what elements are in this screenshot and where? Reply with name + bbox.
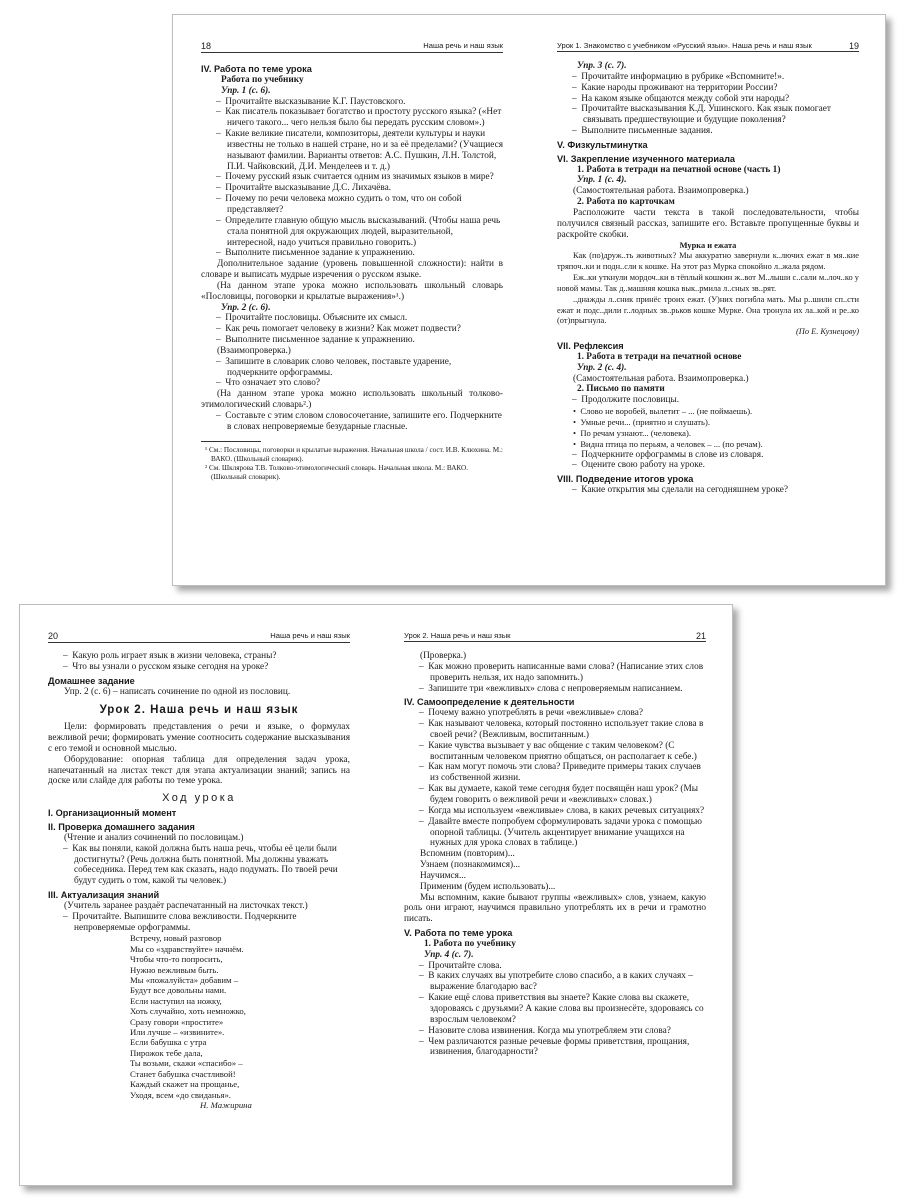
story-paragraph: Как (по)друж..ть животных? Мы аккуратно завернули к..лючих ежат в мя..кие тряпоч..ки и подн..сли к кошке. На этот раз Мурка спокойно л..жала рядом. [557,251,859,272]
dash-item: – Прочитайте пословицы. Объясните их смысл. [201,313,503,324]
paragraph: Мы вспомним, какие бывают группы «вежливых» слов, узнаем, какую роль они играют, научимся правильно употреблять их в речи и грамотно писать. [404,892,706,925]
section-heading: VII. Рефлексия [557,341,624,352]
dash-item: – Почему важно употреблять в речи «вежливые» слова? [404,708,706,719]
dash-item: – Как речь помогает человеку в жизни? Как может подвести? [201,324,503,335]
dash-item: – Какие ещё слова приветствия вы знаете? Какие слова вы скажете, здороваясь с друзьями? А какие слова вы произнесёте, здороваясь со взрослым человеком? [404,993,706,1026]
dash-item: – Прочитайте информацию в рубрике «Вспомните!». [557,72,859,83]
section-heading: Домашнее задание [48,675,135,686]
dash-item: – Как вы поняли, какой должна быть наша речь, чтобы её цели были достигнуты? (Речь должна быть понятной. Мы должны уважать собеседника. Перед тем как сказать, надо подумать. По твоей речи будут судить о том, какой ты человек.) [48,844,350,887]
running-title: Наша речь и наш язык [423,41,503,50]
book-spread-top [172,14,886,586]
note-line: (Взаимопроверка.) [217,345,291,356]
section-heading: IV. Самоопределение к деятельности [404,697,575,708]
paragraph: (На данном этапе урока можно использовать школьный словарь «Пословицы, поговорки и крылатые выражения»¹.) [201,280,503,302]
dash-item: – Как можно проверить написанные вами слова? (Написание этих слов проверить нельзя, их надо запомнить.) [404,662,706,684]
page-body [201,61,503,482]
exercise-ref: Упр. 2 (с. 4). [577,362,627,373]
subheading: 1. Работа в тетради на печатной основе (часть 1) [577,164,781,175]
poem-line: Ты возьми, скажи «спасибо» – [130,1058,243,1069]
dash-item: – Назовите слова извинения. Когда мы употребляем эти слова? [404,1026,706,1037]
poem-line: Будут все довольны нами. [130,985,227,996]
poem [48,933,350,1110]
dash-item: – Какие открытия мы сделали на сегодняшнем уроке? [557,485,859,496]
paragraph: Расположите части текста в такой последовательности, чтобы получился связный рассказ, запишите его. Вставьте пропущенные буквы и раскройте скобки. [557,207,859,240]
section-heading: V. Работа по теме урока [404,928,513,939]
exercise-ref: Упр. 2 (с. 6). [221,302,271,313]
paragraph: Оборудование: опорная таблица для определения задач урока, напечатанный на листах текст для этапа актуализации знаний; запись на доске или слайде для работы по теме урока. [48,754,350,787]
poem-line: Хоть случайно, хоть немножко, [130,1006,246,1017]
page-number: 20 [48,631,59,641]
dash-item: – Выполните письменное задание к упражнению. [201,335,503,346]
note-line: (Самостоятельная работа. Взаимопроверка.) [573,186,749,197]
footnote-rule [201,441,261,442]
subheading: 1. Работа по учебнику [424,938,516,949]
page-number: 19 [848,41,859,51]
section-heading: III. Актуализация знаний [48,890,160,901]
section-heading: II. Проверка домашнего задания [48,821,195,832]
exercise-ref: Упр. 1 (с. 4). [577,175,627,186]
poem-line: Если наступил на ножку, [130,995,222,1006]
page-21 [404,605,706,1185]
dash-item: – Почему русский язык считается одним из значимых языков в мире? [201,172,503,183]
paragraph: Дополнительное задание (уровень повышенной сложности): найти в словаре и выписать мудрые изречения о русском языке. [201,259,503,281]
poem-line: Чтобы что-то попросить, [130,954,223,965]
dash-item: – Составьте с этим словом словосочетание, запишите его. Подчеркните в словах непроверяемые безударные гласные. [201,411,503,433]
footnote: ² См. Шклярова Т.В. Толково-этимологический словарь. Начальная школа. М.: ВАКО. (Школьный словарик). [205,463,469,481]
poem-line: Уходя, всем «до свиданья». [130,1089,231,1100]
poem-line: Нужно вежливым быть. [130,964,219,975]
dash-item: – Определите главную общую мысль высказываний. (Чтобы наша речь стала понятной для окружающих людей, выразительной, интересной, надо учиться правильно говорить.) [201,216,503,249]
page-body [48,651,350,1110]
dash-item: – Почему по речи человека можно судить о том, что он собой представляет? [201,194,503,216]
page-body [404,651,706,1058]
dash-item: – Выполните письменное задание к упражнению. [201,248,503,259]
poem-line: Или лучше – «извините». [130,1027,225,1038]
dash-item: – Какие народы проживают на территории России? [557,83,859,94]
dash-item: – Как писатель показывает богатство и простоту русского языка? («Нет ничего такого... чего нельзя было бы передать русским словом».) [201,107,503,129]
poem-line: Станет бабушка счастливой! [130,1068,236,1079]
poem-line: Если бабушка с утра [130,1037,207,1048]
page-body [557,61,859,496]
running-title: Наша речь и наш язык [270,631,350,640]
dash-item: – Прочитайте высказывание К.Г. Паустовского. [201,97,503,108]
section-heading: VIII. Подведение итогов урока [557,474,694,485]
note-line: (Самостоятельная работа. Взаимопроверка.) [573,373,749,384]
dash-item: – Оцените свою работу на уроке. [557,460,859,471]
lesson-title: Урок 2. Наша речь и наш язык [99,704,299,717]
section-heading: V. Физкультминутка [557,139,648,150]
dash-item: – Прочитайте слова. [404,961,706,972]
dash-item: – Как нам могут помочь эти слова? Приведите примеры таких случаев из собственной жизни. [404,762,706,784]
bullet-item: • Видна птица по перьям, а человек – ... (по речам). [557,439,859,450]
poem-line: Мы «пожалуйста» добавим – [130,975,239,986]
dash-item: – На каком языке общаются между собой эти народы? [557,94,859,105]
dash-item: – Как называют человека, который постоянно использует такие слова в своей речи? (Вежливым, воспитанным.) [404,719,706,741]
paragraph: (На данном этапе урока можно использовать школьный толково-этимологический словарь².) [201,389,503,411]
poem-line: Сразу говори «простите» [130,1016,224,1027]
story-paragraph: Еж..ки уткнули мордоч..ки в тёплый кошкин ж..вот М..лыши с..сали м..лоч..ко у новой мамы. Так д..машняя кошка вык..рмила л..сных зв..рят. [557,273,859,293]
page-header [48,631,350,643]
dash-item: – Выполните письменные задания. [557,126,859,137]
note-line: (Учитель заранее раздаёт распечатанный на листочках текст.) [64,900,308,911]
subheading: 1. Работа в тетради на печатной основе [577,351,742,362]
paragraph: Цели: формировать представления о речи и языке, о формулах вежливой речи; формировать умение соотносить содержание высказывания с его темой и основной мыслью. [48,722,350,754]
dash-item: – Запишите три «вежливых» слова с непроверяемым написанием. [404,684,706,695]
dash-item: – Прочитайте высказывание Д.С. Лихачёва. [201,183,503,194]
note-line: (Чтение и анализ сочинений по пословицам.) [64,832,244,843]
poem-line: Мы со «здравствуйте» начнём. [130,943,244,954]
dash-item: – Давайте вместе попробуем сформулировать задачи урока с помощью опорной таблицы. (Учитель акцентирует внимание учащихся на нужных для урока словах в таблице.) [404,817,706,850]
page-18 [201,15,503,585]
footnote: ¹ См.: Пословицы, поговорки и крылатые выражения. Начальная школа / сост. И.В. Клюхина. М.: ВАКО. (Школьный словарик). [205,445,503,463]
dash-item: – Подчеркните орфограммы в слове из словаря. [557,450,859,461]
dash-item: – Чем различаются разные речевые формы приветствия, прощания, извинения, благодарности? [404,1037,706,1059]
page-header [557,41,859,52]
page-header [201,41,503,53]
dash-item: – Какие чувства вызывает у вас общение с таким человеком? (С воспитанным человеком приятно общаться, он располагает к себе.) [404,741,706,763]
section-heading: IV. Работа по теме урока [201,64,312,74]
paragraph: Упр. 2 (с. 6) – написать сочинение по одной из пословиц. [64,686,291,697]
poem-line: Каждый скажет на прощанье, [130,1079,240,1090]
source-attribution: (По Е. Кузнецову) [796,327,859,337]
page-20 [48,605,350,1185]
poem-author: Н. Мажирина [200,1099,252,1110]
running-title: Урок 2. Наша речь и наш язык [404,631,511,640]
dash-item: – Прочитайте. Выпишите слова вежливости. Подчеркните непроверяемые орфограммы. [48,912,350,934]
section-heading: I. Организационный момент [48,808,177,819]
poem-line: Встречу, новый разговор [130,933,222,944]
plan-line: Вспомним (повторим)... [420,849,515,860]
dash-item: – Что вы узнали о русском языке сегодня на уроке? [48,662,350,673]
dash-item: – Какие великие писатели, композиторы, деятели культуры и науки известны не только в нашей стране, но и за её пределами? (Учащиеся называют фамилии. Варианты ответов: А.С. Пушкин, Л.Н. Толстой, П.И. Чайковский, Д.И. Менделеев и т. д.) [201,129,503,172]
bullet-item: • Умные речи... (приятно и слушать). [557,417,859,428]
dash-item: – Что означает это слово? [201,378,503,389]
poem-line: Пирожок тебе дала, [130,1047,203,1058]
exercise-ref: Упр. 3 (с. 7). [577,61,627,71]
page-19 [557,15,859,585]
dash-item: – Продолжите пословицы. [557,395,859,406]
exercise-ref: Упр. 1 (с. 6). [221,85,271,96]
dash-item: – Прочитайте высказывания К.Д. Ушинского. Как язык помогает связывать предшествующие и будущие поколения? [557,104,859,126]
plan-line: Научимся... [420,870,466,881]
subheading: Работа по учебнику [221,74,304,85]
book-spread-bottom [19,604,733,1186]
subheading: 2. Письмо по памяти [577,384,665,395]
note-line: (Проверка.) [420,651,467,661]
story-paragraph: ..днажды л..сник принёс троих ежат. (У)них погибла мать. Мы р..шили сп..сти ежат и подс..дили г..лодных зв..рьков кошке Мурке. Она тронула их ла..кой и ре..ко (от)прыгнула. [557,294,859,326]
plan-line: Применим (будем использовать)... [420,881,556,892]
dash-item: – Как вы думаете, какой теме сегодня будет посвящён наш урок? (Мы будем говорить о вежливой речи и «вежливых» словах.) [404,784,706,806]
dash-item: – Запишите в словарик слово человек, поставьте ударение, подчеркните орфограммы. [201,357,503,379]
subheading: 2. Работа по карточкам [577,197,675,208]
dash-item: – В каких случаях вы употребите слово спасибо, а в каких случаях – выражение благодарю вас? [404,971,706,993]
dash-item: – Когда мы используем «вежливые» слова, в каких речевых ситуациях? [404,806,706,817]
running-title: Урок 1. Знакомство с учебником «Русский язык». Наша речь и наш язык [557,41,812,50]
story-title: Мурка и ежата [679,240,737,250]
bullet-item: • Слово не воробей, вылетит – ... (не поймаешь). [557,406,859,417]
page-number: 21 [695,631,706,641]
dash-item: – Какую роль играет язык в жизни человека, страны? [48,651,350,662]
plan-line: Узнаем (познакомимся)... [420,860,521,871]
lesson-plan-title: Ход урока [162,792,236,805]
exercise-ref: Упр. 4 (с. 7). [424,949,474,960]
section-heading: VI. Закрепление изученного материала [557,153,736,164]
page-header [404,631,706,642]
page-number: 18 [201,41,212,51]
bullet-item: • По речам узнают... (человека). [557,428,859,439]
